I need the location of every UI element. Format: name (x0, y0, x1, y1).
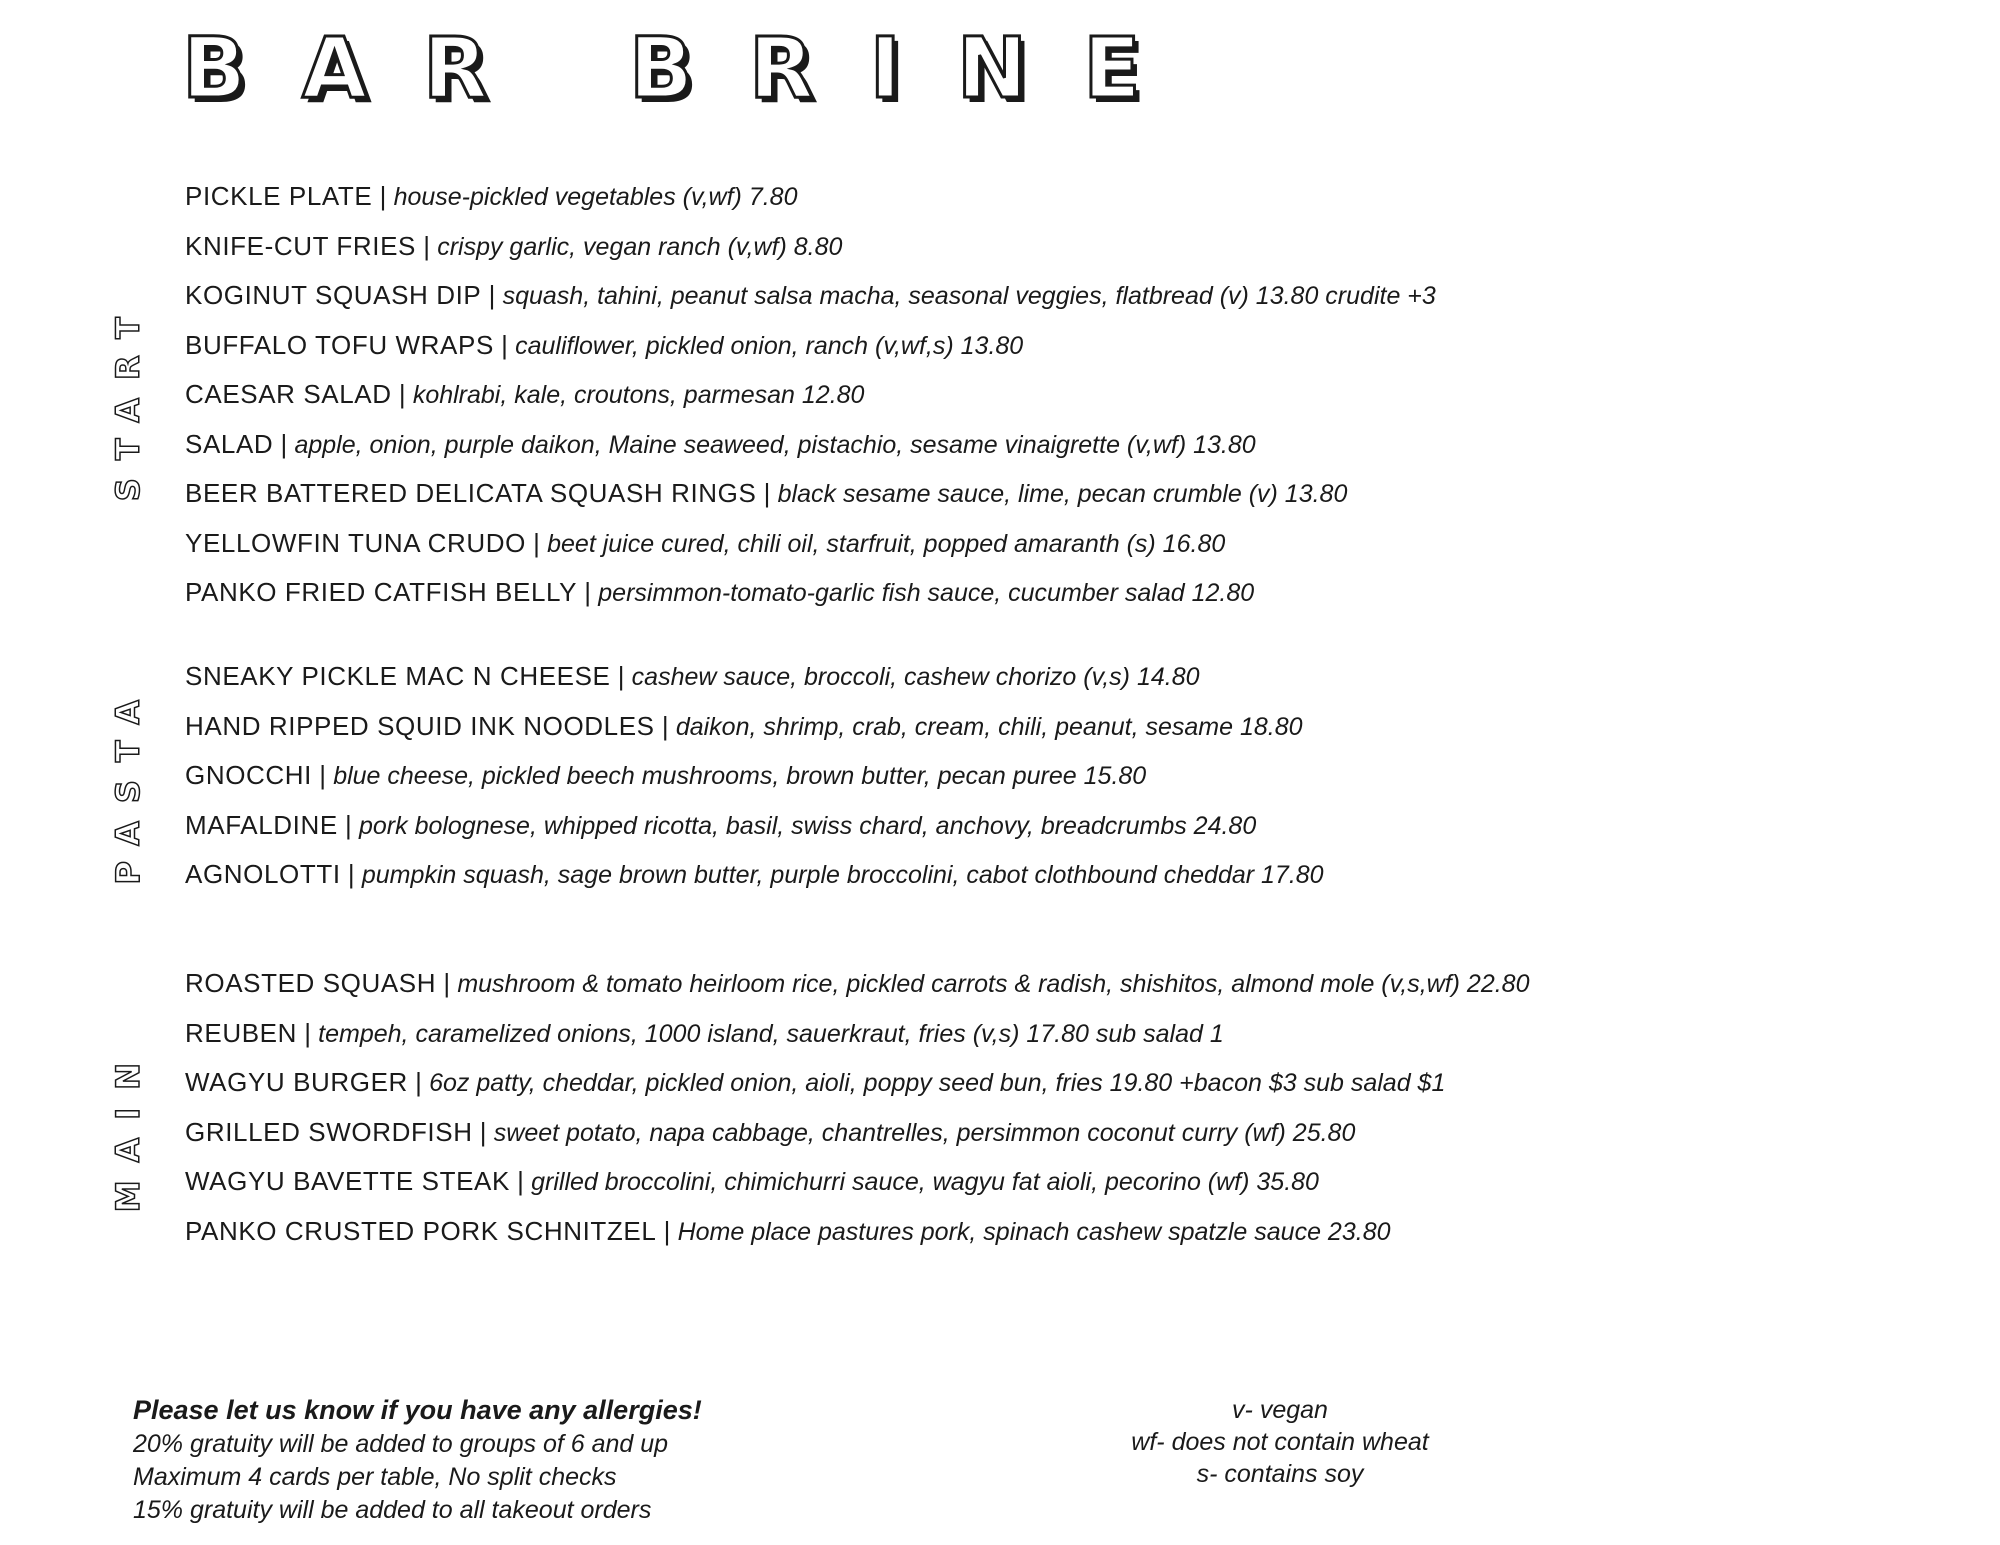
item-name: ROASTED SQUASH (185, 968, 437, 998)
item-name: SALAD (185, 428, 274, 459)
gratuity-note: 20% gratuity will be added to groups of 6 and up (133, 1430, 669, 1458)
item-description: sweet potato, napa cabbage, chantrelles, persimmon coconut curry (wf) 25.80 (493, 1118, 1356, 1147)
menu-item: WAGYU BAVETTE STEAK | grilled broccolini, chimichurri sauce, wagyu fat aioli, pecorino (wf) 35.80 (185, 1166, 1319, 1196)
menu-item: GRILLED SWORDFISH | sweet potato, napa cabbage, chantrelles, persimmon coconut curry (wf) 25.80 (185, 1116, 1356, 1147)
item-name: GNOCCHI (185, 760, 312, 790)
item-name: HAND RIPPED SQUID INK NOODLES (185, 710, 655, 741)
item-description: squash, tahini, peanut salsa macha, seasonal veggies, flatbread (v) 13.80 crudite +3 (502, 282, 1436, 310)
section-label-main: MAIN (109, 1045, 147, 1213)
item-name: KOGINUT SQUASH DIP (185, 280, 482, 310)
item-name: PANKO FRIED CATFISH BELLY (185, 577, 578, 607)
item-name: PICKLE PLATE (185, 181, 373, 211)
section-label-pasta: PASTA (109, 682, 147, 885)
footer-notes (133, 1392, 702, 1527)
item-description: pumpkin squash, sage brown butter, purple broccolini, cabot clothbound cheddar 17.80 (361, 861, 1324, 889)
legend-wheat: wf- does not contain wheat (1131, 1428, 1429, 1456)
item-description: cashew sauce, broccoli, cashew chorizo (v,s) 14.80 (631, 663, 1200, 691)
item-description: house-pickled vegetables (v,wf) 7.80 (393, 183, 798, 211)
menu-item: PANKO FRIED CATFISH BELLY | persimmon-tomato-garlic fish sauce, cucumber salad 12.80 (185, 577, 1255, 607)
item-name: GRILLED SWORDFISH (185, 1116, 473, 1147)
item-name: WAGYU BAVETTE STEAK (185, 1166, 510, 1196)
item-name: YELLOWFIN TUNA CRUDO (185, 527, 526, 558)
main-items (185, 959, 1529, 1256)
section-label-start: START (109, 299, 147, 502)
item-description: Home place pastures pork, spinach cashew spatzle sauce 23.80 (677, 1217, 1391, 1246)
menu-item: KOGINUT SQUASH DIP | squash, tahini, peanut salsa macha, seasonal veggies, flatbread (v) 13.80 crudite +3 (185, 280, 1436, 310)
item-name: AGNOLOTTI (185, 859, 341, 889)
item-name: PANKO CRUSTED PORK SCHNITZEL (185, 1215, 657, 1246)
takeout-note: 15% gratuity will be added to all takeout orders (133, 1496, 652, 1524)
dietary-legend (1080, 1394, 1480, 1490)
item-description: grilled broccolini, chimichurri sauce, wagyu fat aioli, pecorino (wf) 35.80 (531, 1168, 1319, 1196)
item-name: CAESAR SALAD (185, 379, 392, 409)
item-name: SNEAKY PICKLE MAC N CHEESE (185, 661, 611, 691)
pasta-items (185, 652, 1324, 900)
item-description: pork bolognese, whipped ricotta, basil, swiss chard, anchovy, breadcrumbs 24.80 (358, 811, 1257, 840)
item-description: black sesame sauce, lime, pecan crumble (v) 13.80 (777, 480, 1348, 508)
restaurant-title: BAR BRINE (182, 19, 1197, 117)
item-description: blue cheese, pickled beech mushrooms, brown butter, pecan puree 15.80 (333, 762, 1147, 790)
menu-item: AGNOLOTTI | pumpkin squash, sage brown butter, purple broccolini, cabot clothbound cheddar 17.80 (185, 859, 1324, 889)
item-description: tempeh, caramelized onions, 1000 island, sauerkraut, fries (v,s) 17.80 sub salad 1 (318, 1019, 1224, 1048)
item-description: kohlrabi, kale, croutons, parmesan 12.80 (412, 381, 865, 409)
menu-item: PICKLE PLATE | house-pickled vegetables (v,wf) 7.80 (185, 181, 798, 211)
item-name: WAGYU BURGER (185, 1067, 408, 1097)
menu-item: SNEAKY PICKLE MAC N CHEESE | cashew sauce, broccoli, cashew chorizo (v,s) 14.80 (185, 661, 1200, 691)
item-description: beet juice cured, chili oil, starfruit, popped amaranth (s) 16.80 (547, 529, 1226, 558)
menu-item: PANKO CRUSTED PORK SCHNITZEL | Home place pastures pork, spinach cashew spatzle sauce 23.80 (185, 1215, 1391, 1246)
menu-item: HAND RIPPED SQUID INK NOODLES | daikon, shrimp, crab, cream, chili, peanut, sesame 18.80 (185, 710, 1303, 741)
menu-item: SALAD | apple, onion, purple daikon, Maine seaweed, pistachio, sesame vinaigrette (v,wf) 13.80 (185, 428, 1256, 459)
allergy-note: Please let us know if you have any allergies! (133, 1395, 702, 1425)
menu-item: MAFALDINE | pork bolognese, whipped ricotta, basil, swiss chard, anchovy, breadcrumbs 24.80 (185, 809, 1257, 840)
item-description: daikon, shrimp, crab, cream, chili, peanut, sesame 18.80 (675, 712, 1303, 741)
menu-item: YELLOWFIN TUNA CRUDO | beet juice cured, chili oil, starfruit, popped amaranth (s) 16.80 (185, 527, 1226, 558)
menu-item: BUFFALO TOFU WRAPS | cauliflower, pickled onion, ranch (v,wf,s) 13.80 (185, 329, 1024, 360)
item-description: persimmon-tomato-garlic fish sauce, cucumber salad 12.80 (598, 579, 1255, 607)
item-name: MAFALDINE (185, 809, 338, 840)
legend-vegan: v- vegan (1232, 1396, 1328, 1424)
payment-note: Maximum 4 cards per table, No split checks (133, 1463, 617, 1491)
menu-item: ROASTED SQUASH | mushroom & tomato heirloom rice, pickled carrots & radish, shishitos, almond mole (v,s,wf) 22.80 (185, 968, 1530, 998)
item-description: apple, onion, purple daikon, Maine seaweed, pistachio, sesame vinaigrette (v,wf) 13.80 (294, 430, 1256, 459)
item-description: 6oz patty, cheddar, pickled onion, aioli, poppy seed bun, fries 19.80 +bacon $3 sub salad $1 (429, 1069, 1446, 1097)
menu-item: BEER BATTERED DELICATA SQUASH RINGS | black sesame sauce, lime, pecan crumble (v) 13.80 (185, 478, 1348, 508)
menu-item: REUBEN | tempeh, caramelized onions, 1000 island, sauerkraut, fries (v,s) 17.80 sub salad 1 (185, 1017, 1224, 1048)
item-name: BUFFALO TOFU WRAPS (185, 329, 494, 360)
item-name: BEER BATTERED DELICATA SQUASH RINGS (185, 478, 757, 508)
start-items (185, 172, 1436, 618)
menu-item: KNIFE-CUT FRIES | crispy garlic, vegan ranch (v,wf) 8.80 (185, 230, 843, 261)
menu-item: GNOCCHI | blue cheese, pickled beech mushrooms, brown butter, pecan puree 15.80 (185, 760, 1147, 790)
menu-item: CAESAR SALAD | kohlrabi, kale, croutons, parmesan 12.80 (185, 379, 865, 409)
item-description: crispy garlic, vegan ranch (v,wf) 8.80 (437, 232, 843, 261)
item-name: KNIFE-CUT FRIES (185, 230, 416, 261)
item-description: mushroom & tomato heirloom rice, pickled carrots & radish, shishitos, almond mole (v,s,wf) 22.80 (457, 970, 1530, 998)
item-description: cauliflower, pickled onion, ranch (v,wf,s) 13.80 (515, 331, 1024, 360)
item-name: REUBEN (185, 1017, 297, 1048)
legend-soy: s- contains soy (1196, 1460, 1364, 1488)
menu-item: WAGYU BURGER | 6oz patty, cheddar, pickled onion, aioli, poppy seed bun, fries 19.80 +bacon $3 sub salad $1 (185, 1067, 1446, 1097)
